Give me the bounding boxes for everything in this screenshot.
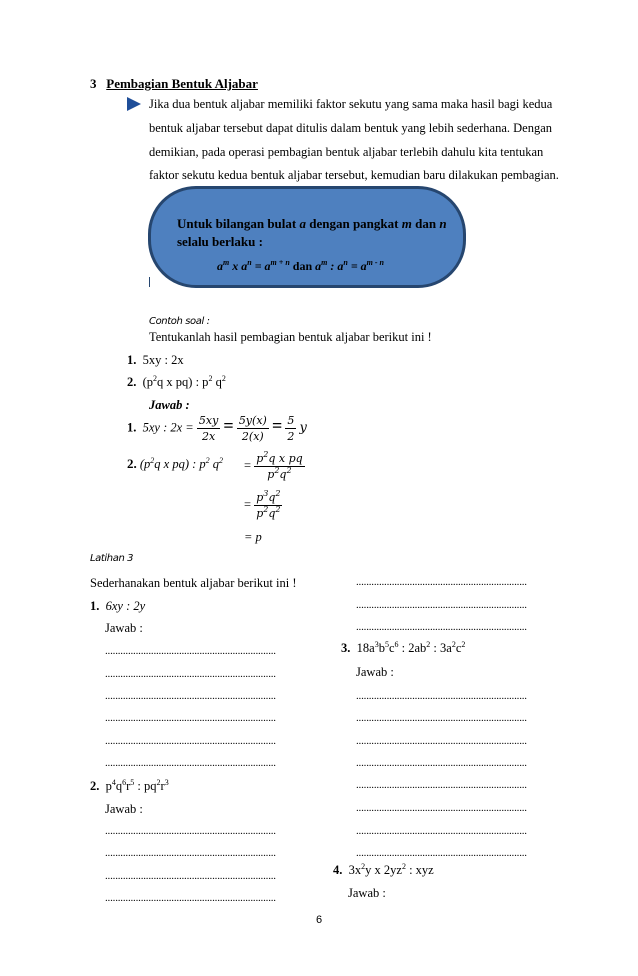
intro-line-3: demikian, pada operasi pembagian bentuk aljabar terlebih dahulu kita tentukan xyxy=(149,145,544,159)
callout-formula: $a^m$ x $a^n = a^{m + n}$ dan $a^m$ : $a^n = a^{m - n}$ xyxy=(217,258,384,273)
answer-line[interactable]: ................................................................... xyxy=(356,757,527,769)
intro-line-2: bentuk aljabar tersebut dapat ditulis dalam bentuk yang lebih sederhana. Dengan xyxy=(149,121,552,135)
example-heading: Contoh soal : xyxy=(149,316,210,327)
exercise-item-3: 3. $18a^3b^5c^6$ : $2ab^2$ : $3a^2c^2$ xyxy=(341,640,466,655)
exercise-item-4-answer-label: Jawab : xyxy=(348,886,386,900)
answer-line[interactable]: ................................................................... xyxy=(105,870,276,882)
example-item-1: 1. 5xy : 2x xyxy=(127,353,184,367)
section-title: Pembagian Bentuk Aljabar xyxy=(106,76,258,91)
exercise-item-2: 2. $p^4q^6r^5$ : $pq^2r^3$ xyxy=(90,778,169,793)
section-heading xyxy=(90,76,258,92)
answer-line[interactable]: ................................................................... xyxy=(105,712,276,724)
section-number: 3 xyxy=(90,76,97,91)
exercise-heading: Latihan 3 xyxy=(90,553,134,564)
answer-line[interactable]: ................................................................... xyxy=(356,735,527,747)
fraction-1: $\frac{5xy}{2x}$ xyxy=(198,414,219,443)
answer-line[interactable]: ................................................................... xyxy=(105,690,276,702)
page-number: 6 xyxy=(316,914,323,926)
fraction-3: $\frac{5}{2}$ xyxy=(287,414,295,443)
callout-line-1: Untuk bilangan bulat a dengan pangkat m dan n xyxy=(177,216,447,231)
answer-line[interactable]: ................................................................... xyxy=(356,690,527,702)
answer-line[interactable]: ................................................................... xyxy=(105,735,276,747)
answer-2-result: = p xyxy=(244,530,262,544)
intro-line-1: Jika dua bentuk aljabar memiliki faktor sekutu yang sama maka hasil bagi kedua xyxy=(149,97,553,111)
answer-line[interactable]: ................................................................... xyxy=(356,576,527,588)
answer-line[interactable]: ................................................................... xyxy=(356,621,527,633)
exercise-item-3-answer-label: Jawab : xyxy=(356,665,394,679)
callout-line-2: selalu berlaku : xyxy=(177,234,263,249)
answer-line[interactable]: ................................................................... xyxy=(105,825,276,837)
answer-line[interactable]: ................................................................... xyxy=(356,825,527,837)
answer-line[interactable]: ................................................................... xyxy=(105,645,276,657)
fraction-2: $\frac{5y(x)}{2(x)}$ xyxy=(238,414,267,443)
answer-line[interactable]: ................................................................... xyxy=(356,802,527,814)
exercise-item-1: 1. 6xy : 2y xyxy=(90,599,146,613)
exercise-item-2-answer-label: Jawab : xyxy=(105,802,143,816)
example-instruction: Tentukanlah hasil pembagian bentuk aljabar berikut ini ! xyxy=(149,330,432,344)
arrow-bullet-icon xyxy=(127,97,141,111)
answer-line[interactable]: ................................................................... xyxy=(105,757,276,769)
answer-2-step-2: = $\frac{p^3q^2}{p^2q^2}$ xyxy=(244,489,281,520)
answer-line[interactable]: ................................................................... xyxy=(356,599,527,611)
answer-line[interactable]: ................................................................... xyxy=(356,847,527,859)
answer-1: 1. 5xy : 2x = $\frac{5xy}{2x}$ = $\frac{5y(x)}{2(x)}$ = $\frac{5}{2}$ y xyxy=(127,414,307,443)
exercise-item-4: 4. $3x^2y$ x $2yz^2$ : xyz xyxy=(333,862,434,877)
exercise-item-1-answer-label: Jawab : xyxy=(105,621,143,635)
example-item-2: 2. ($p^2q$ x pq) : $p^2$ $q^2$ xyxy=(127,374,226,389)
example-answer-label: Jawab : xyxy=(149,398,190,412)
answer-line[interactable]: ................................................................... xyxy=(356,779,527,791)
answer-line[interactable]: ................................................................... xyxy=(105,847,276,859)
intro-line-4: faktor sekutu kedua bentuk aljabar tersebut, kemudian baru dilakukan pembagian. xyxy=(149,168,559,182)
answer-line[interactable]: ................................................................... xyxy=(105,668,276,680)
answer-line[interactable]: ................................................................... xyxy=(105,892,276,904)
rule-callout-box xyxy=(148,186,466,288)
answer-line[interactable]: ................................................................... xyxy=(356,712,527,724)
answer-2-step-1: = $\frac{p^2q x pq}{p^2q^2}$ xyxy=(244,450,303,481)
answer-2: 2. ($p^2q$ x pq) : $p^2$ $q^2$ xyxy=(127,456,224,471)
callout-connector xyxy=(149,277,158,287)
exercise-instruction: Sederhanakan bentuk aljabar berikut ini ! xyxy=(90,576,297,590)
